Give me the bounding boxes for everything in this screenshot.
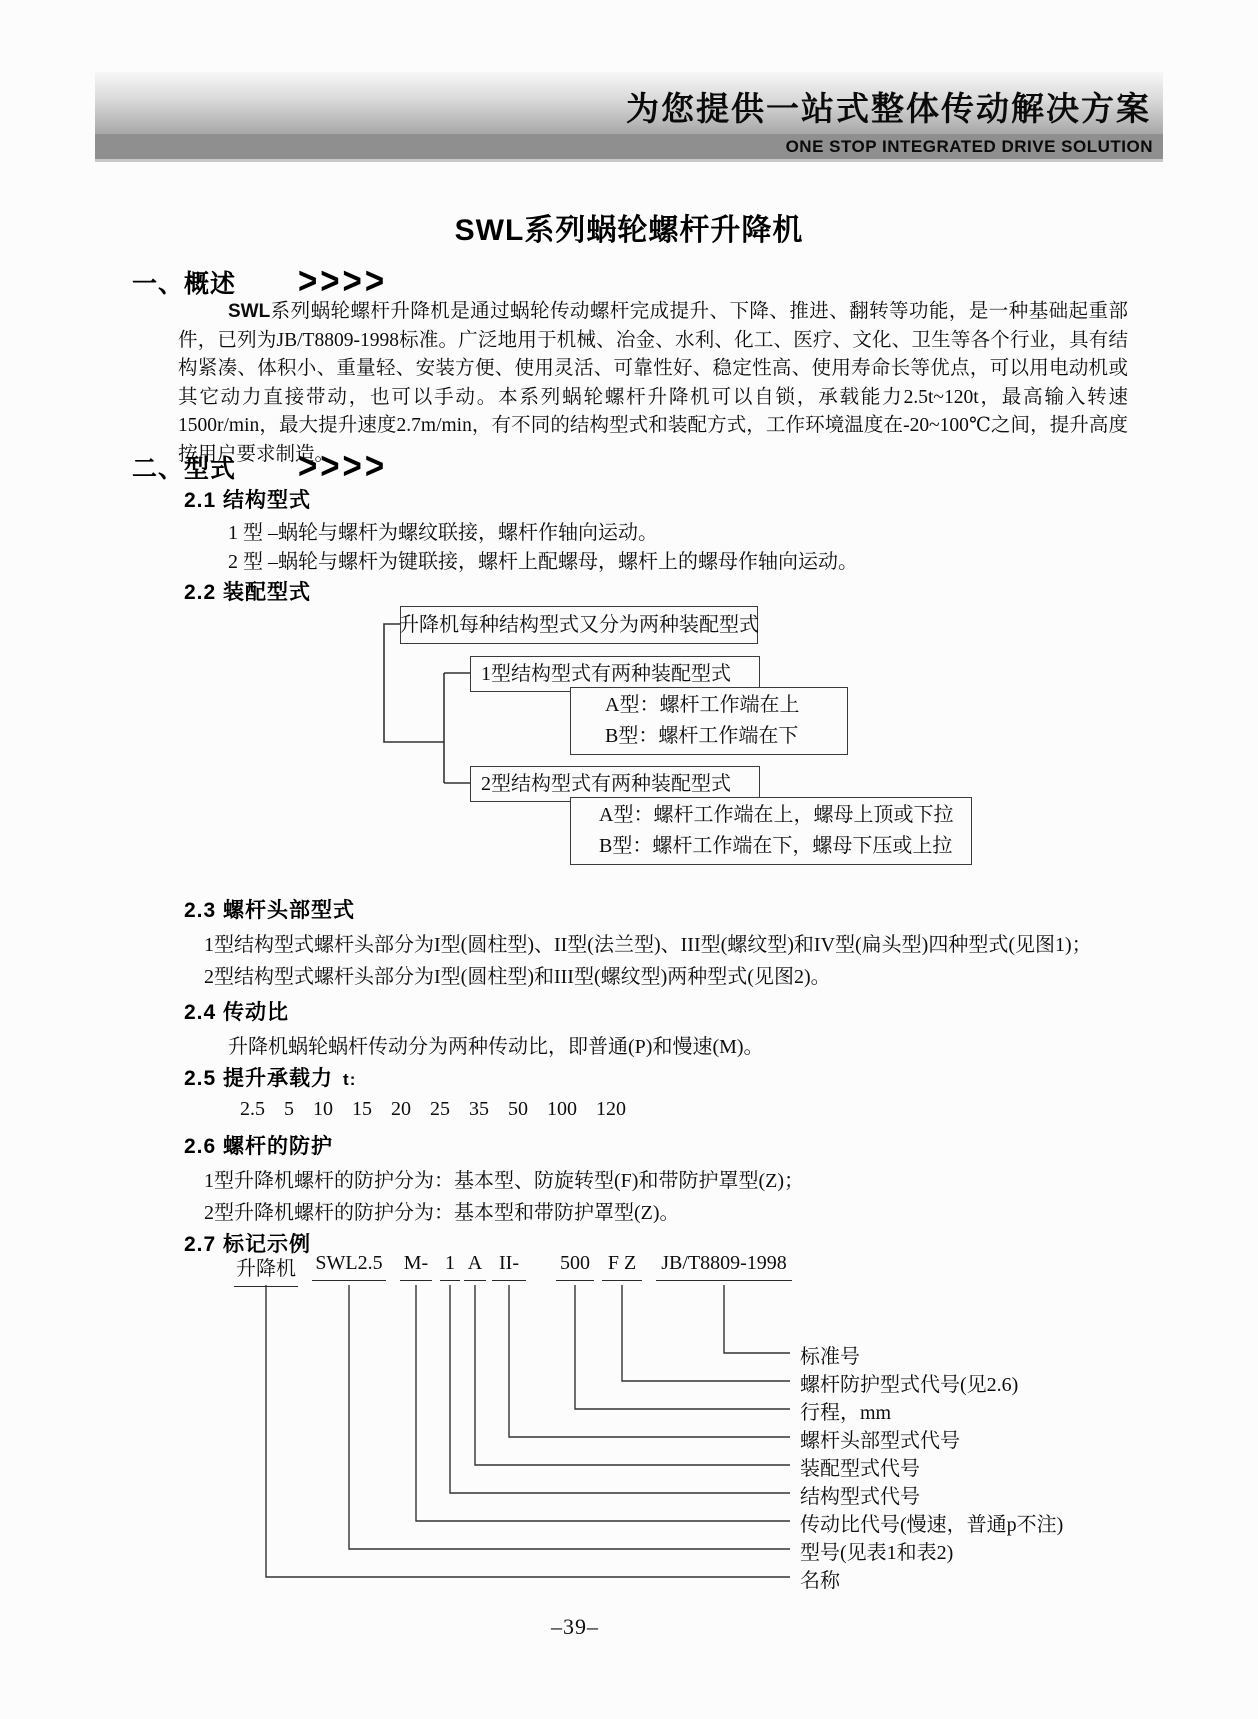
subsection-2-5-heading bbox=[184, 1062, 356, 1092]
marking-label-ratio: 传动比代号(慢速，普通p不注) bbox=[800, 1514, 1064, 1536]
capacity-unit: t: bbox=[343, 1070, 357, 1089]
protection-line-1: 1型升降机螺杆的防护分为：基本型、防旋转型(F)和带防护罩型(Z)； bbox=[204, 1170, 804, 1192]
section1-heading: 一、概述 bbox=[132, 270, 237, 298]
diagram-box-root bbox=[400, 606, 758, 644]
marking-label-assembly: 装配型式代号 bbox=[800, 1458, 920, 1480]
subsection-2-2-heading: 2.2 装配型式 bbox=[184, 581, 312, 604]
connector-line bbox=[266, 1285, 790, 1577]
header-banner bbox=[95, 72, 1163, 134]
banner-slogan-en: ONE STOP INTEGRATED DRIVE SOLUTION bbox=[785, 136, 1153, 156]
marking-segment-model: SWL2.5 bbox=[312, 1252, 386, 1281]
marking-segment-assembly: A bbox=[464, 1252, 486, 1281]
structure-type-line-2: 2 型 –蜗轮与螺杆为键联接，螺杆上配螺母，螺杆上的螺母作轴向运动。 bbox=[228, 551, 858, 573]
section2-heading: 二、型式 bbox=[132, 455, 237, 483]
marking-connectors bbox=[266, 1285, 790, 1577]
page-number: –39– bbox=[551, 1614, 599, 1639]
banner-slogan-cn: 为您提供一站式整体传动解决方案 bbox=[626, 92, 1151, 128]
marking-label-head-type: 螺杆头部型式代号 bbox=[800, 1430, 960, 1452]
marking-segment-head-type: II- bbox=[492, 1252, 526, 1281]
marking-label-stroke: 行程，mm bbox=[800, 1402, 892, 1424]
connector-line bbox=[416, 1285, 790, 1521]
diagram-box-type1-text: 1型结构型式有两种装配型式 bbox=[481, 662, 731, 685]
marking-label-model: 型号(见表1和表2) bbox=[800, 1542, 954, 1564]
page-title: SWL系列蜗轮螺杆升降机 bbox=[454, 214, 804, 247]
chevron-decoration-icon: >>>> bbox=[298, 444, 388, 487]
screw-head-line-2: 2型结构型式螺杆头部分为I型(圆柱型)和III型(螺纹型)两种型式(见图2)。 bbox=[204, 966, 831, 988]
ratio-line: 升降机蜗轮蜗杆传动分为两种传动比，即普通(P)和慢速(M)。 bbox=[228, 1036, 764, 1058]
section2-heading-row bbox=[132, 444, 388, 487]
connector-line bbox=[509, 1285, 790, 1437]
marking-segment-stroke: 500 bbox=[556, 1252, 594, 1281]
structure-type-line-1: 1 型 –蜗轮与螺杆为螺纹联接，螺杆作轴向运动。 bbox=[228, 522, 658, 544]
subsection-2-7-heading: 2.7 标记示例 bbox=[184, 1233, 312, 1256]
marking-segment-protection: F Z bbox=[602, 1252, 642, 1281]
protection-line-2: 2型升降机螺杆的防护分为：基本型和带防护罩型(Z)。 bbox=[204, 1202, 680, 1224]
diagram-box-type2-ab bbox=[570, 797, 972, 865]
marking-segment-structure: 1 bbox=[440, 1252, 460, 1281]
marking-label-standard: 标准号 bbox=[800, 1346, 860, 1368]
header-banner-strip bbox=[95, 134, 1163, 162]
diagram-type2-a-text: A型：螺杆工作端在上，螺母上顶或下拉 bbox=[599, 804, 954, 826]
connector-line bbox=[575, 1285, 790, 1409]
marking-label-structure: 结构型式代号 bbox=[800, 1486, 920, 1508]
subsection-2-6-heading: 2.6 螺杆的防护 bbox=[184, 1135, 334, 1158]
marking-label-protection: 螺杆防护型式代号(见2.6) bbox=[800, 1374, 1019, 1396]
flow-connectors bbox=[384, 624, 470, 783]
subsection-2-5-title: 2.5 提升承载力 bbox=[184, 1067, 334, 1090]
capacity-values: 2.5 5 10 15 20 25 35 50 100 120 bbox=[240, 1098, 626, 1120]
diagram-box-type2-text: 2型结构型式有两种装配型式 bbox=[481, 772, 731, 795]
marking-segment-ratio: M- bbox=[400, 1252, 432, 1281]
connector-line bbox=[622, 1285, 790, 1381]
overview-bold-lead: SWL bbox=[228, 301, 271, 322]
diagram-box-type1-ab bbox=[570, 687, 848, 755]
connector-line bbox=[475, 1285, 790, 1465]
overview-text: 系列蜗轮螺杆升降机是通过蜗轮传动螺杆完成提升、下降、推进、翻转等功能，是一种基础起重部件，已列为JB/T8809-1998标准。广泛地用于机械、冶金、水利、化工、医疗、文化、卫生等各个行业，具有结构紧凑、体积小、重量轻、安装方便、使用灵活、可靠性好、稳定性高、使用寿命长等优点，可以用电动机或其它动力直接带动，也可以手动。本系列蜗轮螺杆升降机可以自锁，承载能力2.5t~120t，最高输入转速1500r/min，最大提升速度2.7m/min，有不同的结构型式和装配方式，工作环境温度在-20~100℃之间，提升高度按用户要求制造。 bbox=[178, 301, 1128, 465]
chevron-decoration-icon: >>>> bbox=[298, 259, 388, 302]
diagram-type2-b-text: B型：螺杆工作端在下，螺母下压或上拉 bbox=[599, 835, 953, 857]
connector-line bbox=[349, 1285, 790, 1549]
connector-line bbox=[450, 1285, 790, 1493]
marking-segment-name: 升降机 bbox=[234, 1252, 298, 1287]
subsection-2-1-heading: 2.1 结构型式 bbox=[184, 489, 312, 512]
subsection-2-4-heading: 2.4 传动比 bbox=[184, 1001, 290, 1024]
diagram-type1-a-text: A型：螺杆工作端在上 bbox=[605, 694, 800, 716]
diagram-box-root-text: 升降机每种结构型式又分为两种装配型式 bbox=[399, 613, 759, 636]
section1-heading-row bbox=[132, 259, 388, 302]
subsection-2-3-heading: 2.3 螺杆头部型式 bbox=[184, 899, 356, 922]
marking-segment-standard: JB/T8809-1998 bbox=[656, 1252, 792, 1281]
diagram-type1-b-text: B型：螺杆工作端在下 bbox=[605, 725, 799, 747]
marking-label-name: 名称 bbox=[800, 1570, 840, 1592]
connector-line bbox=[724, 1285, 790, 1353]
screw-head-line-1: 1型结构型式螺杆头部分为I型(圆柱型)、II型(法兰型)、III型(螺纹型)和IV型(扁头型)四种型式(见图1)； bbox=[204, 934, 1092, 956]
